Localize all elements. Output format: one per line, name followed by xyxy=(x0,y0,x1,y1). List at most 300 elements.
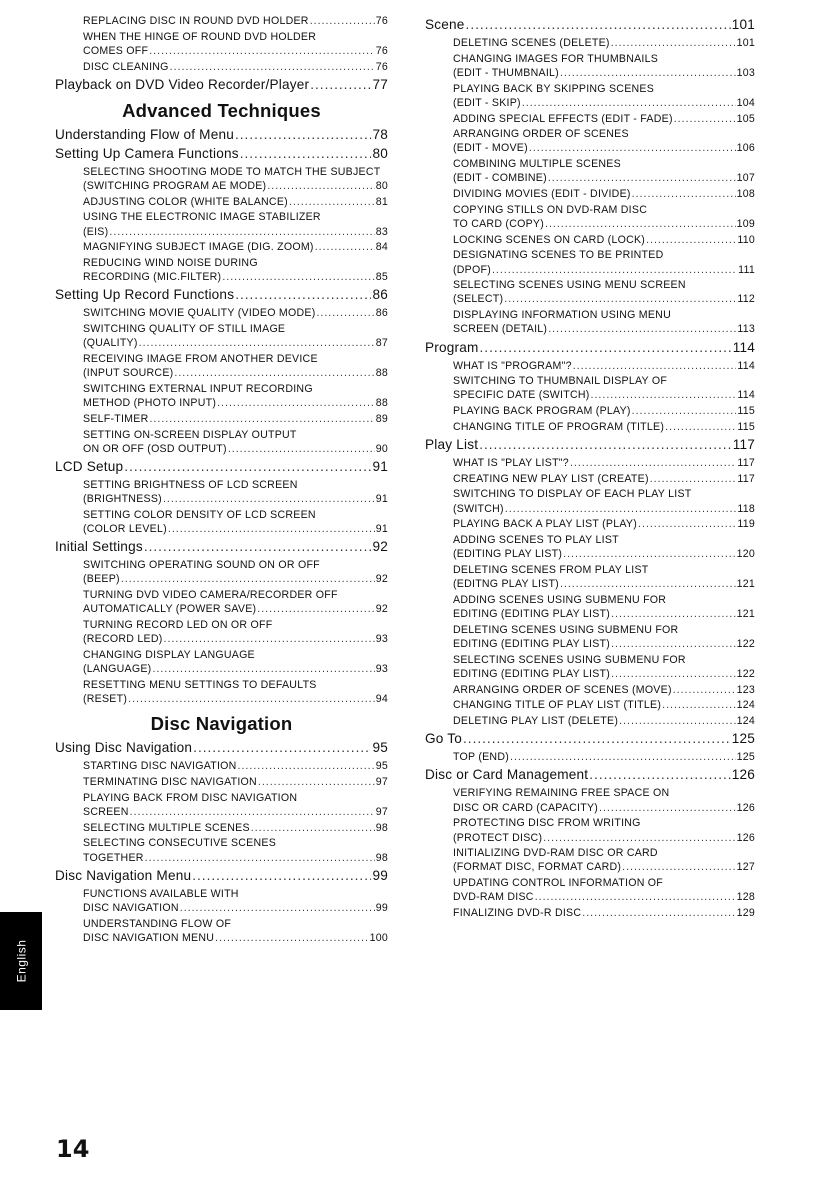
toc-entry-sub xyxy=(425,233,755,247)
toc-page-number: 97 xyxy=(375,776,388,789)
dot-leader xyxy=(665,420,736,434)
toc-entry-sub xyxy=(425,374,755,402)
toc-entry-title: (FORMAT DISC, FORMAT CARD) xyxy=(453,861,622,874)
toc-entry-line xyxy=(453,263,755,277)
toc-entry-title: METHOD (PHOTO INPUT) xyxy=(83,397,217,410)
toc-entry-title: (RECORD LED) xyxy=(83,633,163,646)
toc-entry-title: WHAT IS "PROGRAM"? xyxy=(453,359,572,372)
toc-entry-lead: UPDATING CONTROL INFORMATION OF xyxy=(453,877,664,890)
toc-entry-sub xyxy=(425,593,755,621)
dot-leader xyxy=(529,141,736,155)
toc-entry-title: Understanding Flow of Menu xyxy=(55,126,234,142)
toc-page-number: 121 xyxy=(736,608,755,621)
dot-leader xyxy=(235,287,371,303)
dot-leader xyxy=(673,683,736,697)
toc-entry-line xyxy=(453,831,755,845)
toc-entry-title: PLAYING BACK A PLAY LIST (PLAY) xyxy=(453,518,637,531)
toc-entry-line xyxy=(83,759,388,773)
dot-leader xyxy=(170,60,375,74)
toc-entry-title: DISC NAVIGATION MENU xyxy=(83,931,215,944)
toc-entry-line xyxy=(83,412,388,426)
toc-entry-title: DIVIDING MOVIES (EDIT - DIVIDE) xyxy=(453,188,631,201)
toc-entry-title: LOCKING SCENES ON CARD (LOCK) xyxy=(453,233,646,246)
toc-entry-title: Play List xyxy=(425,437,479,453)
toc-entry-line xyxy=(83,240,388,254)
toc-entry-lead: USING THE ELECTRONIC IMAGE STABILIZER xyxy=(83,211,321,224)
toc-entry-line xyxy=(453,404,755,418)
toc-column-left xyxy=(55,14,388,947)
toc-entry-title: (LANGUAGE) xyxy=(83,663,152,676)
toc-entry-title: Go To xyxy=(425,731,463,747)
toc-entry-title: DELETING PLAY LIST (DELETE) xyxy=(453,715,619,728)
toc-entry-sub xyxy=(55,428,388,456)
toc-page-number: 119 xyxy=(737,518,755,531)
toc-entry-title: Scene xyxy=(425,17,465,32)
toc-entry-lead: COMBINING MULTIPLE SCENES xyxy=(453,158,621,171)
dot-leader xyxy=(619,714,735,728)
toc-entry-lead: SELECTING SCENES USING SUBMENU FOR xyxy=(453,653,686,666)
toc-entry-title: SCREEN (DETAIL) xyxy=(453,323,548,336)
toc-entry-sub xyxy=(425,52,755,80)
toc-entry-line xyxy=(83,366,388,380)
toc-entry-main xyxy=(425,17,755,33)
toc-page-number: 94 xyxy=(375,693,388,706)
toc-page-number: 120 xyxy=(736,548,755,561)
toc-entry-line xyxy=(453,322,755,336)
dot-leader xyxy=(646,233,736,247)
toc-entry-line xyxy=(55,287,388,303)
toc-page-number: 109 xyxy=(736,217,755,230)
dot-leader xyxy=(128,692,375,706)
toc-entry-title: (EDIT - THUMBNAIL) xyxy=(453,66,559,79)
toc-entry-line xyxy=(83,775,388,789)
toc-entry-title: SPECIFIC DATE (SWITCH) xyxy=(453,389,590,402)
dot-leader xyxy=(611,637,736,651)
toc-page-number: 92 xyxy=(375,603,388,616)
toc-page-number: 126 xyxy=(736,831,755,844)
toc-page-number: 76 xyxy=(375,44,388,57)
toc-entry-sub xyxy=(425,187,755,201)
dot-leader xyxy=(622,860,735,874)
dot-leader xyxy=(144,539,372,555)
toc-entry-line xyxy=(425,17,755,33)
dot-leader xyxy=(504,292,736,306)
toc-entry-title: CHANGING TITLE OF PROGRAM (TITLE) xyxy=(453,420,665,433)
toc-entry-sub xyxy=(425,714,755,728)
dot-leader xyxy=(109,225,374,239)
dot-leader xyxy=(164,632,375,646)
toc-entry-title: ADJUSTING COLOR (WHITE BALANCE) xyxy=(83,195,288,208)
dot-leader xyxy=(548,171,736,185)
toc-page-number: 114 xyxy=(732,339,755,355)
toc-entry-line xyxy=(453,171,755,185)
dot-leader xyxy=(589,767,730,783)
toc-page-number: 113 xyxy=(737,323,755,336)
toc-entry-lead: SWITCHING QUALITY OF STILL IMAGE xyxy=(83,323,286,336)
dot-leader xyxy=(463,731,731,747)
toc-entry-lead: INITIALIZING DVD-RAM DISC OR CARD xyxy=(453,847,658,860)
toc-entry-title: (EDIT - SKIP) xyxy=(453,96,521,109)
toc-entry-sub xyxy=(55,322,388,350)
toc-entry-line xyxy=(55,146,388,162)
toc-entry-title: (PROTECT DISC) xyxy=(453,831,543,844)
toc-entry-line xyxy=(55,868,388,884)
toc-entry-line xyxy=(453,502,755,516)
toc-entry-line xyxy=(55,459,388,475)
toc-entry-line xyxy=(83,492,388,506)
toc-entry-line xyxy=(453,577,755,591)
toc-entry-lead: PROTECTING DISC FROM WRITING xyxy=(453,817,641,830)
toc-entry-title: EDITING (EDITING PLAY LIST) xyxy=(453,638,611,651)
dot-leader xyxy=(563,547,735,561)
toc-page-number: 76 xyxy=(375,15,388,27)
toc-entry-title: (EDITING PLAY LIST) xyxy=(453,548,563,561)
toc-entry-sub xyxy=(425,563,755,591)
toc-entry-sub xyxy=(55,791,388,819)
toc-page-number: 92 xyxy=(372,539,388,555)
toc-page-number: 117 xyxy=(732,437,755,453)
toc-entry-line xyxy=(453,96,755,110)
toc-page-number: 117 xyxy=(737,472,755,485)
toc-entry-lead: RECEIVING IMAGE FROM ANOTHER DEVICE xyxy=(83,353,318,366)
dot-leader xyxy=(168,522,375,536)
dot-leader xyxy=(235,127,371,143)
toc-entry-line xyxy=(453,698,755,712)
toc-page-number: 106 xyxy=(736,142,755,155)
toc-entry-sub xyxy=(55,210,388,238)
toc-page-number: 98 xyxy=(375,821,388,834)
toc-page-number: 107 xyxy=(736,172,755,185)
toc-entry-title: PLAYING BACK PROGRAM (PLAY) xyxy=(453,405,631,418)
toc-entry-sub xyxy=(425,404,755,418)
toc-entry-sub xyxy=(425,248,755,276)
toc-entry-line xyxy=(425,731,755,747)
dot-leader xyxy=(492,263,737,277)
toc-entry-lead: SELECTING CONSECUTIVE SCENES xyxy=(83,837,277,850)
toc-entry-line xyxy=(83,602,388,616)
toc-entry-line xyxy=(83,692,388,706)
toc-entry-main xyxy=(55,146,388,162)
dot-leader xyxy=(258,775,375,789)
toc-entry-title: ARRANGING ORDER OF SCENES (MOVE) xyxy=(453,683,672,696)
toc-page-number: 123 xyxy=(736,683,755,696)
toc-page-number: 84 xyxy=(375,241,388,254)
toc-page-number: 110 xyxy=(737,233,755,246)
dot-leader xyxy=(139,336,375,350)
toc-page-number: 129 xyxy=(736,907,755,920)
toc-entry-line xyxy=(83,821,388,835)
toc-page-number: 81 xyxy=(375,195,388,208)
toc-entry-title: TO CARD (COPY) xyxy=(453,217,545,230)
toc-entry-line xyxy=(453,292,755,306)
toc-page-number: 91 xyxy=(372,458,388,474)
toc-entry-lead: ADDING SCENES USING SUBMENU FOR xyxy=(453,593,667,606)
toc-entry-line xyxy=(453,607,755,621)
toc-entry-sub xyxy=(425,846,755,874)
toc-entry-line xyxy=(425,340,755,356)
toc-entry-line xyxy=(83,662,388,676)
toc-entry-sub xyxy=(425,157,755,185)
toc-entry-line xyxy=(453,456,755,470)
toc-entry-lead: RESETTING MENU SETTINGS TO DEFAULTS xyxy=(83,678,317,691)
toc-entry-line xyxy=(453,714,755,728)
dot-leader xyxy=(573,359,737,373)
toc-entry-title: RECORDING (MIC.FILTER) xyxy=(83,271,222,284)
toc-entry-line xyxy=(83,851,388,865)
toc-entry-sub xyxy=(55,60,388,74)
toc-entry-sub xyxy=(425,683,755,697)
toc-entry-sub xyxy=(425,472,755,486)
toc-entry-title: (EDITNG PLAY LIST) xyxy=(453,578,559,591)
dot-leader xyxy=(632,404,737,418)
toc-page-number: 91 xyxy=(375,493,388,506)
toc-entry-title: MAGNIFYING SUBJECT IMAGE (DIG. ZOOM) xyxy=(83,241,314,254)
toc-entry-line xyxy=(453,112,755,126)
toc-page-number: 126 xyxy=(736,801,755,814)
toc-entry-title: WHAT IS "PLAY LIST"? xyxy=(453,457,569,470)
toc-entry-line xyxy=(83,522,388,536)
toc-entry-line xyxy=(453,36,755,50)
toc-page-number: 111 xyxy=(738,263,755,276)
toc-entry-sub xyxy=(55,30,388,58)
toc-page-number: 88 xyxy=(375,397,388,410)
toc-entry-title: (QUALITY) xyxy=(83,337,138,350)
toc-entry-line xyxy=(83,805,388,819)
toc-entry-title: DVD-RAM DISC xyxy=(453,891,534,904)
toc-entry-line xyxy=(55,539,388,555)
toc-page-number: 112 xyxy=(737,293,755,306)
toc-page-number: 97 xyxy=(375,805,388,818)
dot-leader xyxy=(543,831,735,845)
dot-leader xyxy=(180,901,375,915)
toc-entry-line xyxy=(453,667,755,681)
dot-leader xyxy=(632,187,736,201)
toc-entry-sub xyxy=(425,906,755,920)
language-tab-label: English xyxy=(14,939,29,983)
dot-leader xyxy=(192,868,371,884)
toc-entry-line xyxy=(83,442,388,456)
toc-page-number: 126 xyxy=(731,767,755,783)
dot-leader xyxy=(310,14,375,28)
toc-entry-sub xyxy=(425,203,755,231)
toc-entry-sub xyxy=(425,816,755,844)
toc-entry-lead: CHANGING DISPLAY LANGUAGE xyxy=(83,649,255,661)
toc-entry-main xyxy=(425,437,755,453)
toc-entry-title: (BRIGHTNESS) xyxy=(83,493,162,506)
dot-leader xyxy=(310,77,371,93)
toc-entry-line xyxy=(83,270,388,284)
dot-leader xyxy=(130,805,375,819)
toc-entry-title: DISC OR CARD (CAPACITY) xyxy=(453,801,599,814)
dot-leader xyxy=(124,459,371,475)
toc-entry-title: REPLACING DISC IN ROUND DVD HOLDER xyxy=(83,15,309,27)
toc-page-number: 77 xyxy=(372,76,388,92)
dot-leader xyxy=(316,306,374,320)
toc-page-number: 93 xyxy=(375,663,388,676)
toc-entry-line xyxy=(83,336,388,350)
toc-page-number: 122 xyxy=(736,667,755,680)
toc-entry-sub xyxy=(55,558,388,586)
toc-page-number: 125 xyxy=(731,731,755,747)
toc-entry-line xyxy=(453,547,755,561)
toc-entry-line xyxy=(83,901,388,915)
toc-entry-sub xyxy=(55,821,388,835)
section-heading: Disc Navigation xyxy=(150,713,293,735)
toc-page-number: 99 xyxy=(375,901,388,914)
toc-entry-sub xyxy=(55,836,388,864)
toc-entry-title: ON OR OFF (OSD OUTPUT) xyxy=(83,442,227,455)
toc-entry-title: Using Disc Navigation xyxy=(55,740,193,756)
dot-leader xyxy=(560,577,736,591)
page-number: 14 xyxy=(56,1135,90,1163)
toc-entry-sub xyxy=(55,306,388,320)
toc-entry-title: (EDIT - MOVE) xyxy=(453,142,528,155)
dot-leader xyxy=(121,572,375,586)
toc-entry-sub xyxy=(55,508,388,536)
dot-leader xyxy=(217,396,375,410)
dot-leader xyxy=(479,437,732,453)
toc-entry-sub xyxy=(425,278,755,306)
toc-entry-title: TOP (END) xyxy=(453,751,510,764)
toc-entry-sub xyxy=(55,648,388,676)
toc-entry-line xyxy=(83,179,388,193)
dot-leader xyxy=(163,492,375,506)
toc-entry-lead: DISPLAYING INFORMATION USING MENU xyxy=(453,309,671,322)
toc-entry-title: SELECTING MULTIPLE SCENES xyxy=(83,821,250,834)
toc-entry-sub xyxy=(425,487,755,515)
toc-entry-lead: TURNING DVD VIDEO CAMERA/RECORDER OFF xyxy=(83,589,338,602)
toc-entry-sub xyxy=(55,917,388,945)
toc-page-number: 80 xyxy=(375,180,388,193)
dot-leader xyxy=(466,17,731,33)
dot-leader xyxy=(240,146,372,162)
toc-entry-title: EDITING (EDITING PLAY LIST) xyxy=(453,667,611,680)
toc-entry-line xyxy=(453,359,755,373)
dot-leader xyxy=(289,195,375,209)
toc-page-number: 124 xyxy=(736,699,755,712)
toc-entry-sub xyxy=(55,759,388,773)
toc-page-number: 124 xyxy=(736,715,755,728)
toc-entry-line xyxy=(83,931,388,945)
dot-leader xyxy=(174,366,374,380)
toc-page-number: 104 xyxy=(736,96,755,109)
toc-entry-sub xyxy=(55,618,388,646)
toc-entry-sub xyxy=(55,256,388,284)
toc-entry-title: ADDING SPECIAL EFFECTS (EDIT - FADE) xyxy=(453,112,673,125)
toc-page-number: 80 xyxy=(372,145,388,161)
toc-entry-main xyxy=(55,127,388,143)
toc-page-number: 125 xyxy=(736,751,755,764)
toc-entry-sub xyxy=(55,412,388,426)
toc-entry-line xyxy=(453,517,755,531)
toc-entry-sub xyxy=(425,359,755,373)
toc-entry-title: Program xyxy=(425,339,479,355)
dot-leader xyxy=(638,517,736,531)
toc-entry-title: (COLOR LEVEL) xyxy=(83,523,167,536)
toc-entry-line xyxy=(453,420,755,434)
toc-entry-title: Setting Up Record Functions xyxy=(55,287,235,303)
toc-entry-sub xyxy=(55,382,388,410)
section-heading: Advanced Techniques xyxy=(122,99,321,121)
toc-entry-title: SCREEN xyxy=(83,805,129,818)
toc-entry-sub xyxy=(55,165,388,193)
toc-entry-lead: ARRANGING ORDER OF SCENES xyxy=(453,128,629,141)
dot-leader xyxy=(510,750,736,764)
dot-leader xyxy=(611,607,736,621)
dot-leader xyxy=(267,179,374,193)
toc-page-number: 95 xyxy=(372,740,388,756)
dot-leader xyxy=(582,906,735,920)
toc-entry-title: Setting Up Camera Functions xyxy=(55,145,239,161)
toc-entry-sub xyxy=(425,653,755,681)
toc-entry-line xyxy=(83,632,388,646)
toc-page-number: 115 xyxy=(737,405,755,418)
dot-leader xyxy=(560,66,736,80)
toc-page-number: 101 xyxy=(736,37,755,49)
toc-entry-title: COMES OFF xyxy=(83,44,149,57)
dot-leader xyxy=(591,388,737,402)
dot-leader xyxy=(145,851,375,865)
toc-entry-sub xyxy=(425,533,755,561)
toc-entry-lead: SETTING ON-SCREEN DISPLAY OUTPUT xyxy=(83,428,297,441)
toc-entry-sub xyxy=(425,876,755,904)
toc-entry-line xyxy=(453,683,755,697)
dot-leader xyxy=(149,44,374,58)
toc-page-number: 90 xyxy=(375,442,388,455)
toc-entry-sub xyxy=(55,240,388,254)
toc-entry-lead: PLAYING BACK FROM DISC NAVIGATION xyxy=(83,791,298,804)
toc-entry-line xyxy=(453,187,755,201)
toc-entry-title: STARTING DISC NAVIGATION xyxy=(83,760,237,773)
toc-entry-title: TOGETHER xyxy=(83,851,144,864)
toc-entry-main xyxy=(425,340,755,356)
toc-page-number: 76 xyxy=(375,60,388,73)
toc-entry-lead: SWITCHING EXTERNAL INPUT RECORDING xyxy=(83,382,313,395)
toc-entry-title: Playback on DVD Video Recorder/Player xyxy=(55,76,310,92)
toc-entry-lead: UNDERSTANDING FLOW OF xyxy=(83,917,232,930)
toc-entry-title: (SELECT) xyxy=(453,293,504,306)
toc-entry-line xyxy=(425,767,755,783)
toc-entry-title: LCD Setup xyxy=(55,458,124,474)
dot-leader xyxy=(570,456,736,470)
toc-entry-title: (EIS) xyxy=(83,225,109,238)
toc-entry-main xyxy=(425,731,755,747)
toc-entry-line xyxy=(453,388,755,402)
toc-entry-main xyxy=(55,740,388,756)
toc-entry-sub xyxy=(55,775,388,789)
toc-entry-main xyxy=(55,77,388,93)
toc-page-number: 93 xyxy=(375,633,388,646)
dot-leader xyxy=(505,502,737,516)
toc-entry-sub xyxy=(425,127,755,155)
toc-page-number: 95 xyxy=(375,760,388,773)
toc-entry-line xyxy=(83,572,388,586)
toc-entry-lead: ADDING SCENES TO PLAY LIST xyxy=(453,534,619,547)
toc-entry-title: SELF-TIMER xyxy=(83,412,149,425)
toc-entry-lead: SELECTING SCENES USING MENU SCREEN xyxy=(453,279,686,292)
toc-page-number: 86 xyxy=(372,287,388,303)
toc-entry-line xyxy=(453,890,755,904)
toc-entry-line xyxy=(83,60,388,74)
toc-entry-title: (BEEP) xyxy=(83,573,120,586)
toc-entry-line xyxy=(55,127,388,143)
toc-entry-sub xyxy=(425,420,755,434)
dot-leader xyxy=(535,890,736,904)
toc-entry-line xyxy=(83,14,388,28)
toc-entry-title: EDITING (EDITING PLAY LIST) xyxy=(453,608,611,621)
dot-leader xyxy=(599,801,736,815)
toc-entry-title: CHANGING TITLE OF PLAY LIST (TITLE) xyxy=(453,699,662,712)
